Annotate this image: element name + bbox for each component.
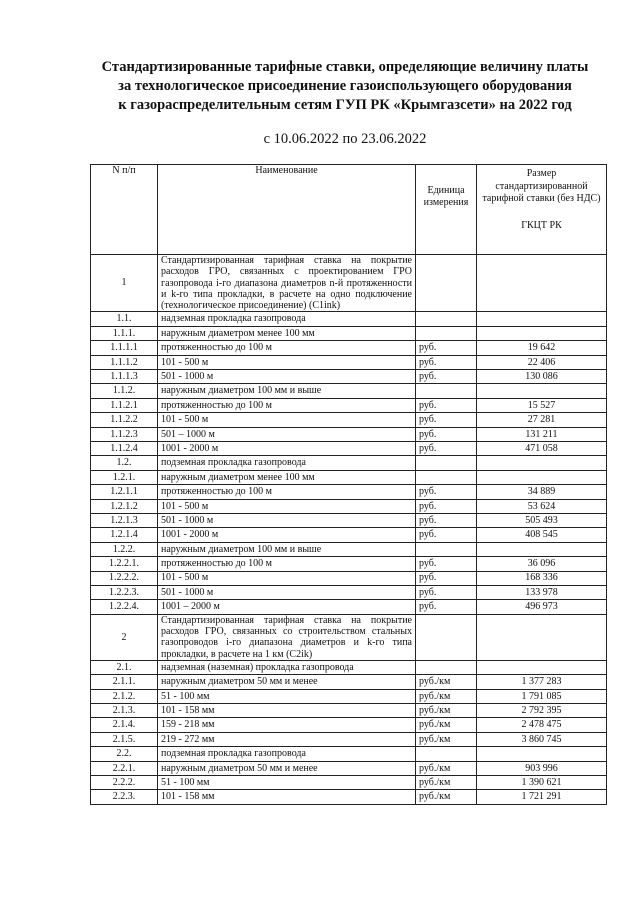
cell-num: 1.2.2.3.	[91, 585, 158, 599]
cell-name: 101 - 158 мм	[158, 704, 416, 718]
cell-num: 1.1.1.1	[91, 341, 158, 355]
cell-num: 2.2.	[91, 747, 158, 761]
cell-name: 51 - 100 мм	[158, 776, 416, 790]
cell-unit: руб./км	[416, 675, 477, 689]
cell-num: 1.2.1.1	[91, 485, 158, 499]
cell-name: 219 - 272 мм	[158, 732, 416, 746]
cell-unit	[416, 542, 477, 556]
table-row	[91, 718, 607, 732]
table-row	[91, 513, 607, 527]
cell-unit: руб./км	[416, 689, 477, 703]
cell-num: 1.2.2.2.	[91, 571, 158, 585]
cell-name: 1001 – 2000 м	[158, 600, 416, 614]
cell-value: 3 860 745	[477, 732, 607, 746]
cell-value: 2 792 395	[477, 704, 607, 718]
table-row	[91, 427, 607, 441]
cell-name: наружным диаметром 50 мм и менее	[158, 761, 416, 775]
tariff-table	[90, 164, 607, 805]
cell-value: 130 086	[477, 370, 607, 384]
cell-num: 2.1.5.	[91, 732, 158, 746]
table-body	[91, 255, 607, 805]
table-row	[91, 790, 607, 804]
table-row	[91, 485, 607, 499]
table-row	[91, 689, 607, 703]
table-row	[91, 776, 607, 790]
cell-num: 1.1.2.4	[91, 442, 158, 456]
cell-unit: руб.	[416, 571, 477, 585]
cell-name: надземная (наземная) прокладка газопровода	[158, 660, 416, 674]
period-text: с 10.06.2022 по 23.06.2022	[263, 131, 427, 147]
cell-unit: руб.	[416, 341, 477, 355]
title-line: за технологическое присоединение газоиспользующего оборудования	[118, 78, 572, 94]
cell-unit: руб./км	[416, 761, 477, 775]
cell-num: 1.1.1.	[91, 326, 158, 340]
cell-num: 1.2.1.2	[91, 499, 158, 513]
cell-value: 168 336	[477, 571, 607, 585]
cell-unit: руб./км	[416, 718, 477, 732]
cell-name: 501 – 1000 м	[158, 427, 416, 441]
cell-num: 2.2.2.	[91, 776, 158, 790]
cell-value: 27 281	[477, 413, 607, 427]
header-gkct: ГКЦТ РК	[521, 219, 562, 231]
table-row	[91, 660, 607, 674]
cell-unit: руб.	[416, 413, 477, 427]
cell-value: 903 996	[477, 761, 607, 775]
cell-name: наружным диаметром менее 100 мм	[158, 326, 416, 340]
cell-name: 159 - 218 мм	[158, 718, 416, 732]
cell-unit: руб.	[416, 485, 477, 499]
cell-value: 1 390 621	[477, 776, 607, 790]
cell-value: 2 478 475	[477, 718, 607, 732]
document-title	[70, 58, 620, 115]
cell-unit	[416, 255, 477, 312]
cell-unit	[416, 470, 477, 484]
table-row	[91, 747, 607, 761]
cell-num: 2.2.1.	[91, 761, 158, 775]
cell-value: 133 978	[477, 585, 607, 599]
cell-unit	[416, 660, 477, 674]
cell-name: подземная прокладка газопровода	[158, 456, 416, 470]
cell-name: наружным диаметром менее 100 мм	[158, 470, 416, 484]
cell-num: 1.1.2.2	[91, 413, 158, 427]
cell-num: 1.1.2.1	[91, 398, 158, 412]
table-row	[91, 355, 607, 369]
table-row	[91, 528, 607, 542]
cell-num: 1.1.1.3	[91, 370, 158, 384]
table-header-row	[91, 165, 607, 255]
cell-num: 1.2.1.3	[91, 513, 158, 527]
cell-name: 1001 - 2000 м	[158, 528, 416, 542]
cell-value: 471 058	[477, 442, 607, 456]
cell-unit	[416, 312, 477, 326]
cell-value: 53 624	[477, 499, 607, 513]
cell-value: 15 527	[477, 398, 607, 412]
cell-value	[477, 660, 607, 674]
cell-value	[477, 747, 607, 761]
cell-unit	[416, 384, 477, 398]
table-row	[91, 675, 607, 689]
table-row	[91, 571, 607, 585]
cell-value	[477, 384, 607, 398]
cell-value	[477, 456, 607, 470]
cell-name: наружным диаметром 50 мм и менее	[158, 675, 416, 689]
cell-name: 101 - 158 мм	[158, 790, 416, 804]
table-row	[91, 341, 607, 355]
cell-num: 1.2.	[91, 456, 158, 470]
cell-unit: руб.	[416, 427, 477, 441]
cell-value: 36 096	[477, 557, 607, 571]
cell-name: 101 - 500 м	[158, 413, 416, 427]
section-row	[91, 255, 607, 312]
cell-value: 505 493	[477, 513, 607, 527]
cell-value: 22 406	[477, 355, 607, 369]
cell-name: наружным диаметром 100 мм и выше	[158, 542, 416, 556]
cell-num: 1.2.2.1.	[91, 557, 158, 571]
cell-num: 2.2.3.	[91, 790, 158, 804]
header-name: Наименование	[158, 165, 416, 255]
cell-num: 1.1.	[91, 312, 158, 326]
header-unit: Единица измерения	[416, 165, 477, 255]
cell-name: подземная прокладка газопровода	[158, 747, 416, 761]
cell-unit: руб./км	[416, 790, 477, 804]
cell-num: 2.1.3.	[91, 704, 158, 718]
table-row	[91, 326, 607, 340]
table-row	[91, 413, 607, 427]
cell-value	[477, 326, 607, 340]
cell-num: 1.1.2.	[91, 384, 158, 398]
cell-num: 2.1.4.	[91, 718, 158, 732]
cell-value	[477, 255, 607, 312]
cell-value: 408 545	[477, 528, 607, 542]
cell-value: 34 889	[477, 485, 607, 499]
cell-num: 1.2.1.4	[91, 528, 158, 542]
cell-unit: руб.	[416, 600, 477, 614]
cell-name: 51 - 100 мм	[158, 689, 416, 703]
cell-name: 101 - 500 м	[158, 355, 416, 369]
cell-value: 1 377 283	[477, 675, 607, 689]
table-row	[91, 499, 607, 513]
cell-unit	[416, 456, 477, 470]
table-row	[91, 761, 607, 775]
cell-unit: руб.	[416, 370, 477, 384]
cell-unit: руб.	[416, 398, 477, 412]
cell-unit: руб./км	[416, 732, 477, 746]
cell-unit: руб./км	[416, 704, 477, 718]
cell-num: 2.1.2.	[91, 689, 158, 703]
title-line: к газораспределительным сетям ГУП РК «Крымгазсети» на 2022 год	[118, 97, 572, 113]
cell-name: Стандартизированная тарифная ставка на покрытие расходов ГРО, связанных со строительством стальных газопроводов i-го диапазона диаметров и k-го типа прокладки, в расчете на 1 км (C2ik)	[158, 614, 416, 660]
table-row	[91, 704, 607, 718]
cell-num: 2.1.	[91, 660, 158, 674]
cell-unit	[416, 614, 477, 660]
cell-value: 496 973	[477, 600, 607, 614]
cell-unit: руб./км	[416, 776, 477, 790]
cell-name: 101 - 500 м	[158, 571, 416, 585]
header-num: N п/п	[91, 165, 158, 255]
cell-value: 19 642	[477, 341, 607, 355]
cell-unit: руб.	[416, 513, 477, 527]
cell-num: 1.1.2.3	[91, 427, 158, 441]
table-row	[91, 442, 607, 456]
title-line: Стандартизированные тарифные ставки, определяющие величину платы	[101, 59, 589, 75]
cell-name: надземная прокладка газопровода	[158, 312, 416, 326]
cell-value	[477, 614, 607, 660]
cell-name: протяженностью до 100 м	[158, 398, 416, 412]
cell-unit: руб.	[416, 442, 477, 456]
cell-name: наружным диаметром 100 мм и выше	[158, 384, 416, 398]
cell-name: 501 - 1000 м	[158, 513, 416, 527]
cell-unit	[416, 747, 477, 761]
table-row	[91, 456, 607, 470]
table-row	[91, 470, 607, 484]
table-row	[91, 732, 607, 746]
section-row	[91, 614, 607, 660]
cell-unit: руб.	[416, 557, 477, 571]
cell-num: 2.1.1.	[91, 675, 158, 689]
cell-value: 131 211	[477, 427, 607, 441]
table-row	[91, 557, 607, 571]
cell-num: 1.2.1.	[91, 470, 158, 484]
cell-name: 501 - 1000 м	[158, 370, 416, 384]
cell-num: 2	[91, 614, 158, 660]
cell-unit: руб.	[416, 355, 477, 369]
cell-name: протяженностью до 100 м	[158, 341, 416, 355]
cell-unit: руб.	[416, 585, 477, 599]
table-row	[91, 384, 607, 398]
cell-value	[477, 470, 607, 484]
cell-num: 1	[91, 255, 158, 312]
table-row	[91, 542, 607, 556]
cell-value: 1 721 291	[477, 790, 607, 804]
cell-unit	[416, 326, 477, 340]
header-size	[477, 165, 607, 255]
cell-unit: руб.	[416, 499, 477, 513]
cell-value: 1 791 085	[477, 689, 607, 703]
cell-name: 101 - 500 м	[158, 499, 416, 513]
cell-num: 1.2.2.	[91, 542, 158, 556]
table-row	[91, 312, 607, 326]
table-row	[91, 370, 607, 384]
cell-value	[477, 312, 607, 326]
cell-name: протяженностью до 100 м	[158, 485, 416, 499]
cell-name: 1001 - 2000 м	[158, 442, 416, 456]
table-row	[91, 585, 607, 599]
cell-num: 1.1.1.2	[91, 355, 158, 369]
cell-value	[477, 542, 607, 556]
cell-name: протяженностью до 100 м	[158, 557, 416, 571]
cell-name: Стандартизированная тарифная ставка на покрытие расходов ГРО, связанных с проектированием ГРО газопровода i-го диапазона диаметров n-й протяженности и k-го типа прокладки, в расчете на одно подключение (технологическое присоединение) (C1ink)	[158, 255, 416, 312]
cell-name: 501 - 1000 м	[158, 585, 416, 599]
cell-unit: руб.	[416, 528, 477, 542]
cell-num: 1.2.2.4.	[91, 600, 158, 614]
header-size-label: Размер стандартизированной тарифной ставки (без НДС)	[482, 168, 601, 204]
table-row	[91, 600, 607, 614]
table-row	[91, 398, 607, 412]
